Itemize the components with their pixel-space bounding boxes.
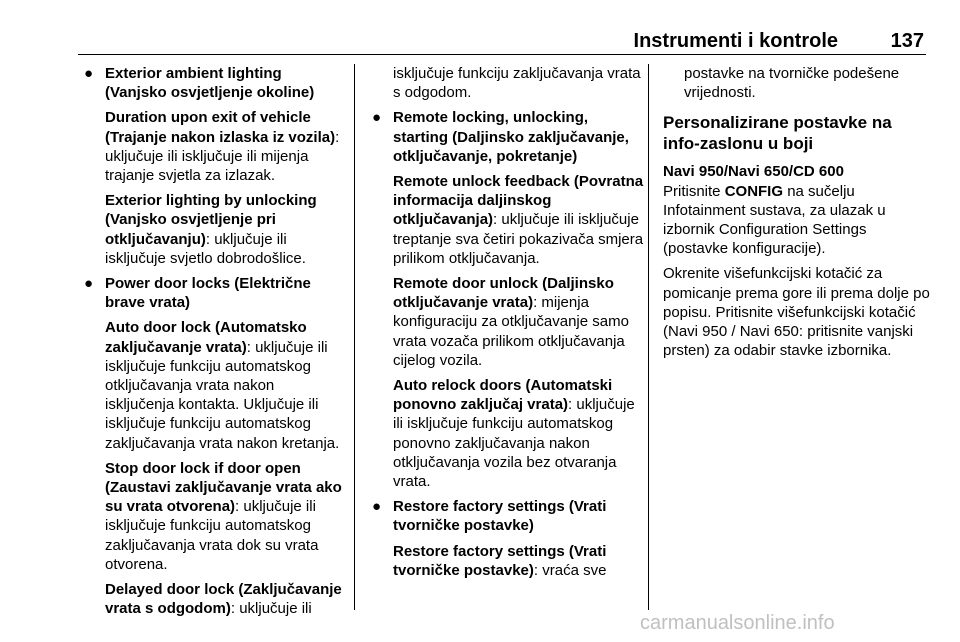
page-number: 137 (890, 30, 924, 52)
item-description (393, 172, 644, 268)
continued-text: postavke na tvorničke podešene vrijednosti. (684, 65, 900, 102)
paragraph-text: Pritisnite (663, 182, 725, 200)
setting-name: Delayed door lock (Zaključavanje vrata s odgodom) (105, 581, 342, 618)
continued-text: isključuje funkciju zaključavanja vrata s odgodom. (393, 65, 641, 102)
setting-text: : uključuje ili (230, 600, 312, 618)
setting-name: Exterior lighting by unlocking (Vanjsko osvjetljenje pri otključavanju) (105, 192, 317, 248)
page-header (0, 0, 960, 60)
setting-name: Auto relock doors (Automatski ponovno zaključaj vrata) (393, 377, 613, 414)
setting-name: Restore factory settings (Vrati tvorničke postavke) (393, 542, 607, 579)
page-section-title: Instrumenti i kontrole (633, 30, 838, 52)
column-divider-1 (354, 64, 355, 610)
bullet-icon: ● (372, 109, 382, 127)
list-item (372, 108, 644, 491)
column-1 (84, 64, 344, 624)
setting-text: : mijenja konfiguraciju za otključavanje samo vrata vozača prilikom otključavanja cijelog vozila. (393, 294, 629, 369)
watermark: carmanualsonline.info (640, 612, 835, 634)
bullet-icon: ● (84, 275, 94, 293)
item-description (105, 108, 344, 185)
config-button-name: CONFIG (724, 182, 784, 200)
setting-text: : uključuje ili isključuje funkciju automatskog zaključavanja vrata dok su vrata otvorena. (105, 498, 319, 573)
paragraph-text: na sučelju Infotainment sustava, za ulazak u izbornik Configuration Settings (postavke konfiguracije). (663, 182, 886, 258)
setting-name: Remote door unlock (Daljinsko otključavanje vrata) (393, 275, 614, 312)
setting-text: : uključuje ili isključuje funkciju automatskog otključavanja vrata nakon isključenja kontakta. Uključuje ili isključuje funkciju automatskog zaključavanja vrata nakon kretanja. (105, 338, 340, 452)
item-description (105, 580, 344, 618)
item-description (105, 318, 344, 452)
column-2 (372, 64, 644, 586)
item-title: Power door locks (Električne brave vrata) (105, 275, 311, 312)
item-title: Exterior ambient lighting (Vanjsko osvjetljenje okoline) (105, 65, 315, 102)
setting-text: : vraća sve (533, 561, 607, 579)
item-description (393, 542, 644, 580)
header-rule (78, 54, 926, 55)
setting-name: Duration upon exit of vehicle (Trajanje nakon izlaska iz vozila) (105, 109, 336, 146)
list-item (84, 274, 344, 618)
setting-text: : uključuje ili isključuje funkciju automatskog ponovno zaključavanja nakon otključavanja vozila bez otvaranja vrata. (393, 396, 635, 491)
subsection-heading: Navi 950/Navi 650/CD 600 (663, 163, 844, 181)
list-item (84, 64, 344, 268)
list-item (372, 497, 644, 580)
setting-name: Stop door lock if door open (Zaustavi zaključavanje vrata ako su vrata otvorena) (105, 459, 342, 516)
setting-text: : uključuje ili isključuje treptanje sva četiri pokazivača smjera prilikom otključavanja. (393, 211, 644, 267)
item-description (105, 459, 344, 574)
column-divider-2 (648, 64, 649, 610)
bullet-icon: ● (84, 65, 94, 82)
item-description (393, 274, 644, 370)
column-3 (663, 64, 931, 366)
item-description (105, 191, 344, 268)
setting-text: : uključuje ili isključuje ili mijenja trajanje svjetla za izlazak. (105, 128, 340, 185)
item-title: Restore factory settings (Vrati tvorničke postavke) (393, 498, 607, 535)
paragraph: Okrenite višefunkcijski kotačić za pomicanje prema gore ili prema dolje po popisu. Pritisnite višefunkcijski kotačić (Navi 950 / Navi 650: pritisnite vanjski prsten) za odabir stavke izbornika. (663, 265, 930, 360)
bullet-icon: ● (372, 498, 382, 516)
item-title: Remote locking, unlocking, starting (Daljinsko zaključavanje, otključavanje, pokretanje) (393, 109, 629, 165)
section-heading: Personalizirane postavke na info-zaslonu u boji (663, 113, 892, 154)
setting-text: : uključuje ili isključuje svjetlo dobrodošlice. (105, 230, 306, 267)
setting-name: Auto door lock (Automatsko zaključavanje vrata) (105, 319, 307, 356)
item-description (393, 376, 644, 491)
setting-name: Remote unlock feedback (Povratna informacija daljinskog otključavanja) (393, 173, 644, 229)
paragraph (663, 182, 931, 259)
